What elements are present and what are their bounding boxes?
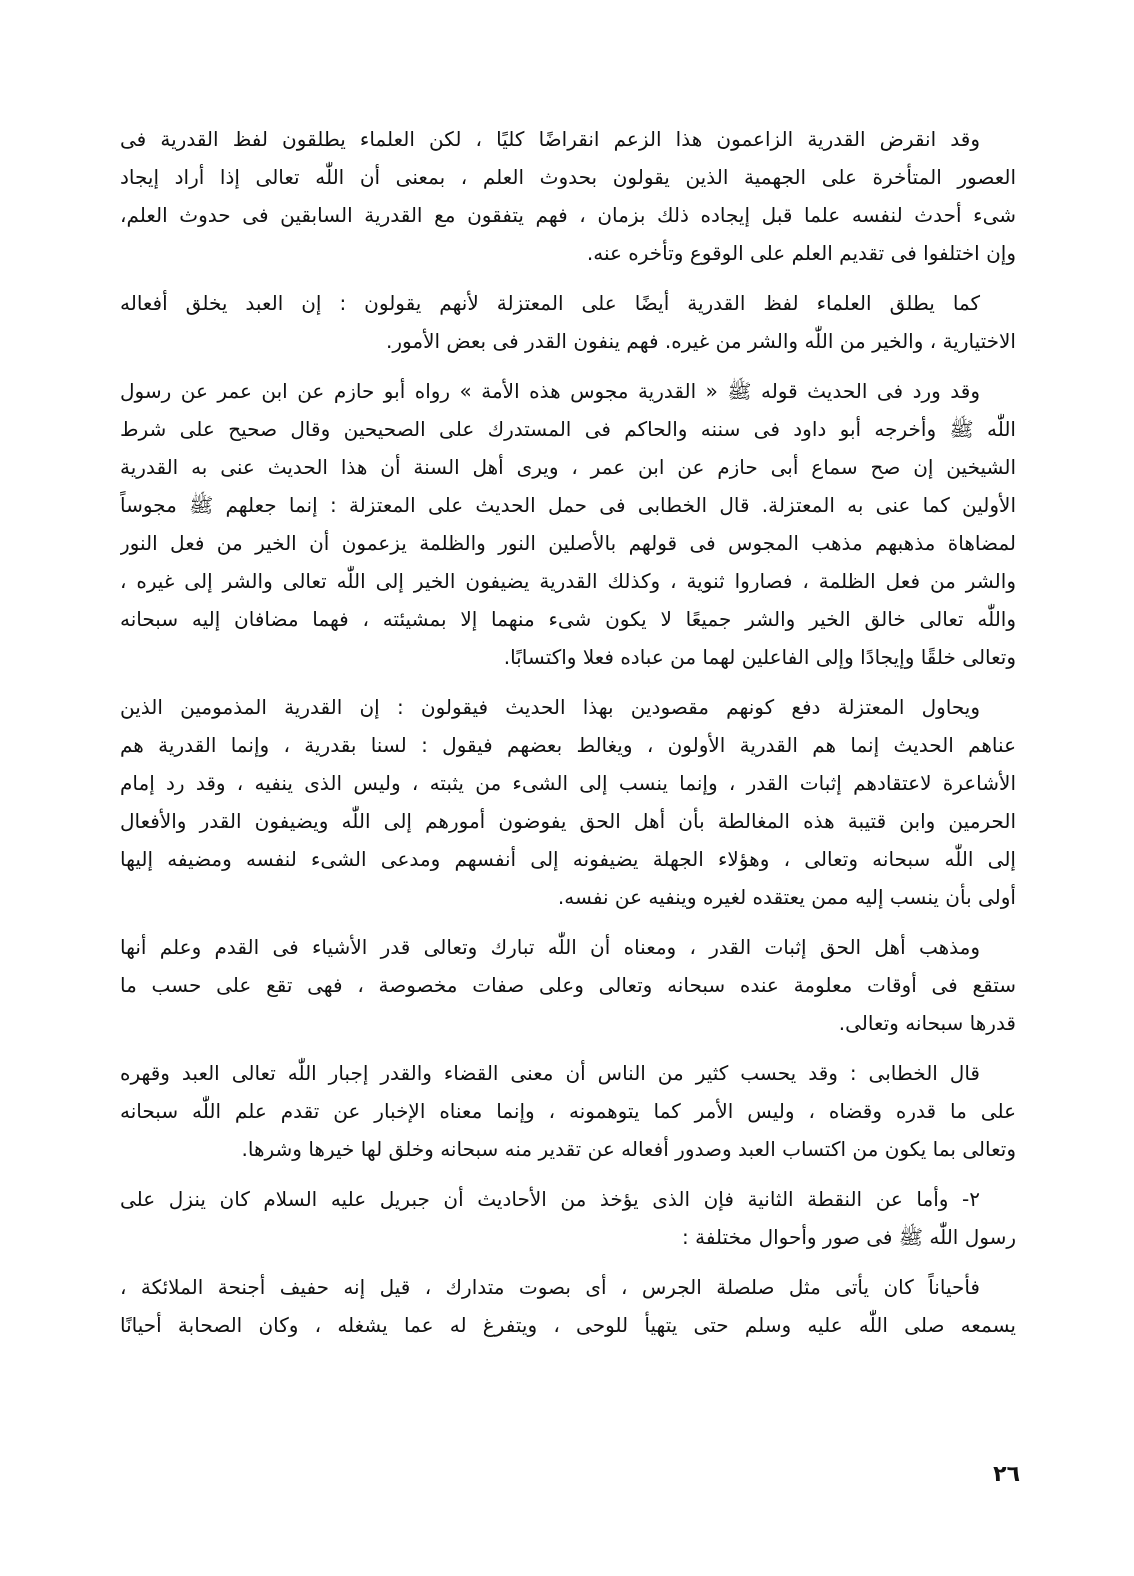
text-line: وتعالى خلقًا وإيجادًا وإلى الفاعلين لهما من عباده فعلا واكتسابًا. (503, 645, 1016, 669)
text-line: قدرها سبحانه وتعالى. (838, 1011, 1016, 1035)
text-line: ٢- وأما عن النقطة الثانية فإن الذى يؤخذ من الأحاديث أن جبريل عليه السلام كان ينزل على (120, 1187, 980, 1211)
text-line: العصور المتأخرة على الجهمية الذين يقولون بحدوث العلم ، بمعنى أن اللّٰه تعالى إذا أراد إيجاد (120, 165, 1016, 189)
paragraph-7 (120, 1180, 1016, 1256)
text-line: رسول اللّٰه ﷺ فى صور وأحوال مختلفة : (682, 1225, 1016, 1249)
text-line: وقد ورد فى الحديث قوله ﷺ « القدرية مجوس هذه الأمة » رواه أبو حازم عن ابن عمر عن رسول (120, 379, 980, 403)
text-line: الأولين كما عنى به المعتزلة. قال الخطابى فى حمل الحديث على المعتزلة : إنما جعلهم ﷺ مجوساً (120, 493, 1016, 517)
text-line: كما يطلق العلماء لفظ القدرية أيضًا على المعتزلة لأنهم يقولون : إن العبد يخلق أفعاله (120, 291, 980, 315)
text-line: وتعالى بما يكون من اكتساب العبد وصدور أفعاله عن تقدير منه سبحانه وخلق لها خيرها وشرها. (241, 1137, 1016, 1161)
text-line: أولى بأن ينسب إليه ممن يعتقده لغيره وينفيه عن نفسه. (557, 885, 1016, 909)
text-line: ويحاول المعتزلة دفع كونهم مقصودين بهذا الحديث فيقولون : إن القدرية المذمومين الذين (120, 695, 980, 719)
text-line: قال الخطابى : وقد يحسب كثير من الناس أن معنى القضاء والقدر إجبار اللّٰه تعالى العبد وقهره (120, 1061, 980, 1085)
text-line: الأشاعرة لاعتقادهم إثبات القدر ، وإنما ينسب إلى الشىء من يثبته ، وليس الذى ينفيه ، وقد رد إمام (120, 771, 1016, 795)
text-line: عناهم الحديث إنما هم القدرية الأولون ، ويغالط بعضهم فيقول : لسنا بقدرية ، وإنما القدرية هم (120, 733, 1016, 757)
text-line: الشيخين إن صح سماع أبى حازم عن ابن عمر ، ويرى أهل السنة أن هذا الحديث عنى به القدرية (120, 455, 1016, 479)
text-line: وقد انقرض القدرية الزاعمون هذا الزعم انقراضًا كليًا ، لكن العلماء يطلقون لفظ القدرية فى (120, 127, 980, 151)
text-line: على ما قدره وقضاه ، وليس الأمر كما يتوهمونه ، وإنما معناه الإخبار عن تقدم علم اللّٰه سبحانه (120, 1099, 1016, 1123)
page-body-text (120, 120, 1016, 1356)
text-line: إلى اللّٰه سبحانه وتعالى ، وهؤلاء الجهلة يضيفونه إلى أنفسهم ومدعى الشىء لنفسه ومضيفه إليها (120, 847, 1016, 871)
text-line: وإن اختلفوا فى تقديم العلم على الوقوع وتأخره عنه. (586, 241, 1016, 265)
text-line: ستقع فى أوقات معلومة عنده سبحانه وتعالى وعلى صفات مخصوصة ، فهى تقع على حسب ما (120, 973, 1016, 997)
text-line: يسمعه صلى اللّٰه عليه وسلم حتى يتهيأ للوحى ، ويتفرغ له عما يشغله ، وكان الصحابة أحيانًا (120, 1313, 1016, 1337)
paragraph-5 (120, 928, 1016, 1042)
text-line: اللّٰه ﷺ وأخرجه أبو داود فى سننه والحاكم فى المستدرك على الصحيحين وقال صحيح على شرط (120, 417, 1016, 441)
paragraph-4 (120, 688, 1016, 916)
paragraph-1 (120, 120, 1016, 272)
text-line: ومذهب أهل الحق إثبات القدر ، ومعناه أن اللّٰه تبارك وتعالى قدر الأشياء فى القدم وعلم أنها (120, 935, 980, 959)
paragraph-2 (120, 284, 1016, 360)
text-line: فأحياناً كان يأتى مثل صلصلة الجرس ، أى بصوت متدارك ، قيل إنه حفيف أجنحة الملائكة ، (120, 1275, 980, 1299)
text-line: واللّٰه تعالى خالق الخير والشر جميعًا لا يكون شىء منهما إلا بمشيئته ، فهما مضافان إليه سبحانه (120, 607, 1016, 631)
text-line: الحرمين وابن قتيبة هذه المغالطة بأن أهل الحق يفوضون أمورهم إلى اللّٰه ويضيفون القدر والأفعال (120, 809, 1016, 833)
paragraph-3 (120, 372, 1016, 676)
page-number: ٢٦ (993, 1462, 1020, 1487)
text-line: لمضاهاة مذهبهم مذهب المجوس فى قولهم بالأصلين النور والظلمة يزعمون أن الخير من فعل النور (120, 531, 1016, 555)
paragraph-8 (120, 1268, 1016, 1344)
text-line: الاختيارية ، والخير من اللّٰه والشر من غيره. فهم ينفون القدر فى بعض الأمور. (386, 329, 1016, 353)
text-line: والشر من فعل الظلمة ، فصاروا ثنوية ، وكذلك القدرية يضيفون الخير إلى اللّٰه تعالى والشر إلى غيره ، (120, 569, 1016, 593)
text-line: شىء أحدث لنفسه علما قبل إيجاده ذلك بزمان ، فهم يتفقون مع القدرية السابقين فى حدوث العلم، (120, 203, 1016, 227)
paragraph-6 (120, 1054, 1016, 1168)
